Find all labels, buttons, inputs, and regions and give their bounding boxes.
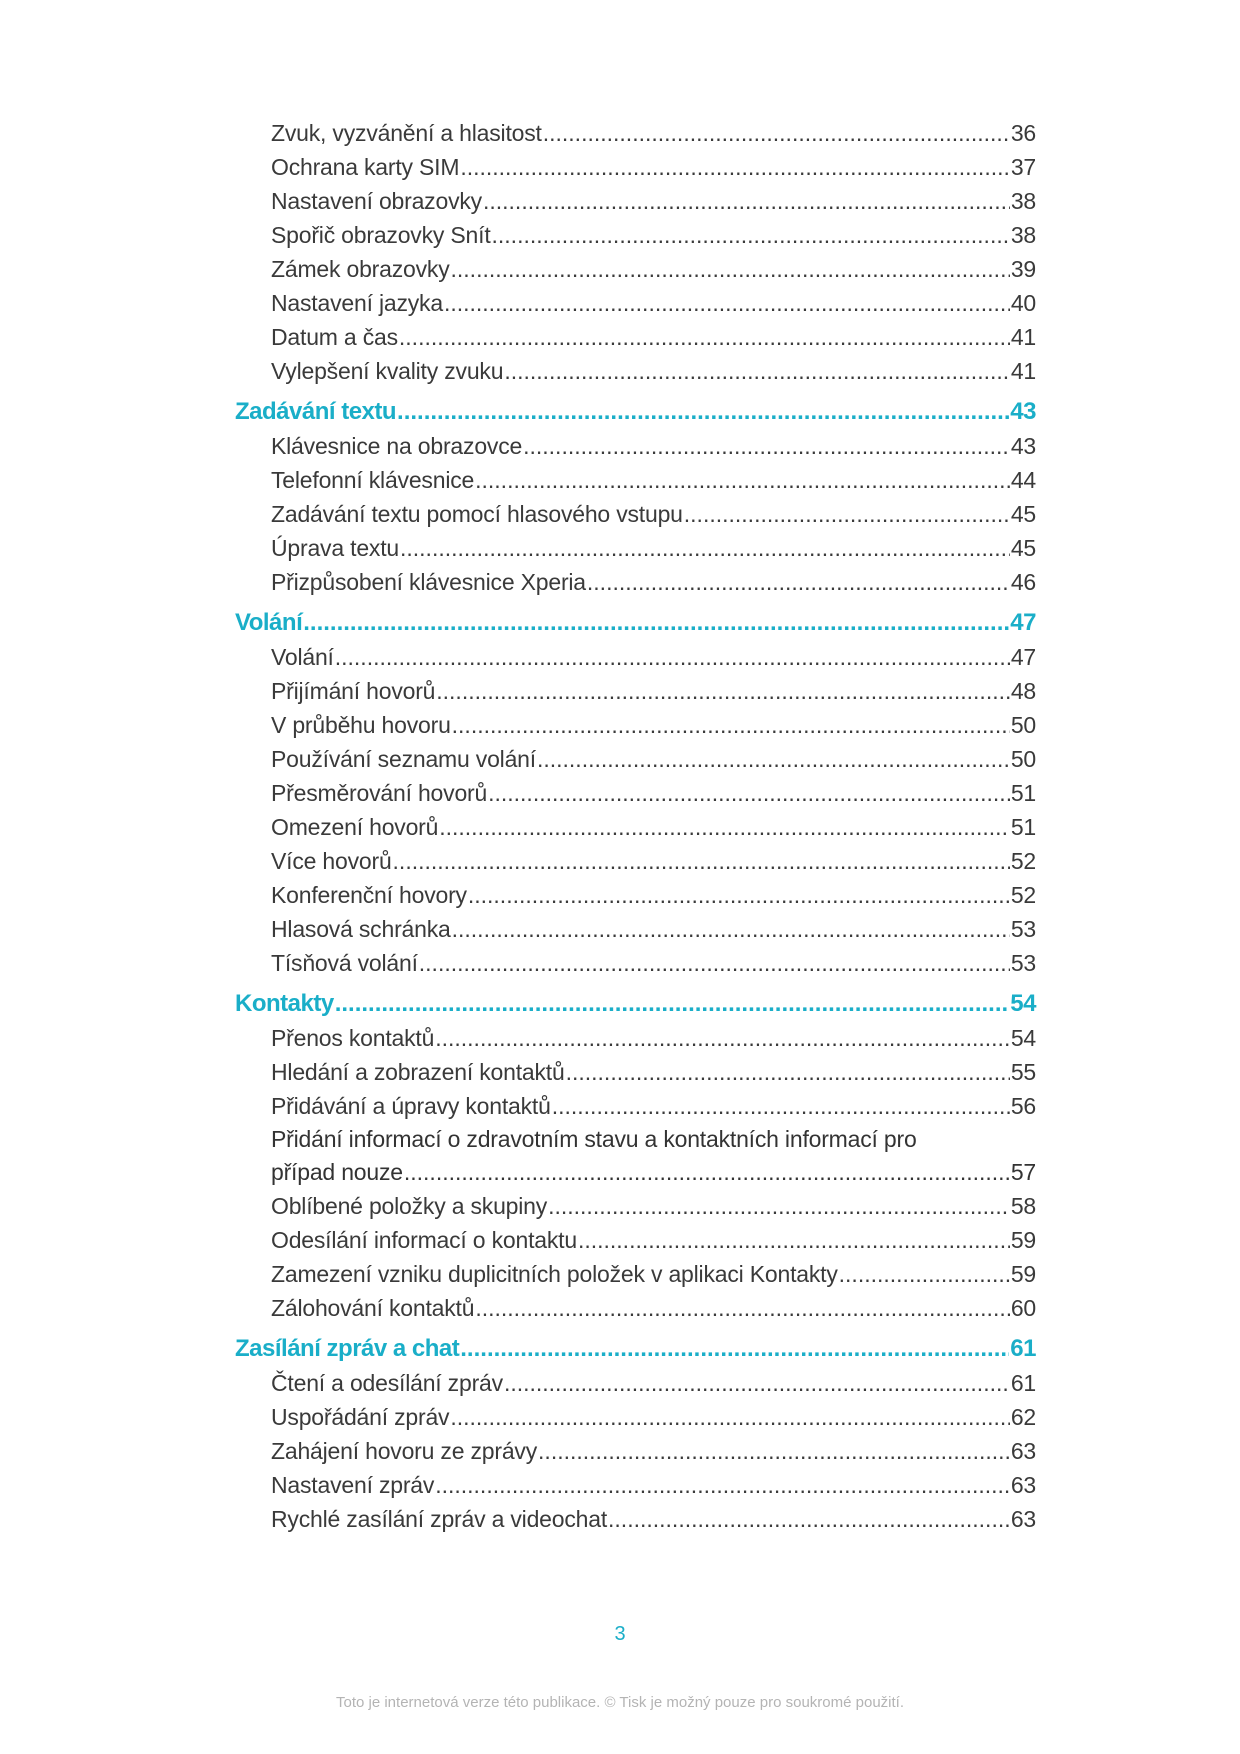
toc-entry-page: 63	[1010, 1472, 1036, 1498]
toc-leader-dots	[538, 1434, 1010, 1468]
toc-entry-page: 46	[1010, 569, 1036, 595]
page-footer: Toto je internetová verze této publikace. © Tisk je možný pouze pro soukromé použití.	[335, 1694, 904, 1711]
toc-entry[interactable]	[235, 218, 1036, 252]
toc-entry[interactable]	[235, 463, 1036, 497]
table-of-contents	[235, 116, 1036, 1536]
toc-leader-dots	[475, 1291, 1009, 1325]
toc-entry[interactable]	[235, 565, 1036, 599]
toc-entry-title: Zadávání textu pomocí hlasového vstupu	[271, 501, 683, 527]
toc-entry-title: Volání	[235, 609, 303, 636]
toc-entry-title: Vylepšení kvality zvuku	[271, 358, 504, 384]
toc-leader-dots	[483, 184, 1010, 218]
toc-entry[interactable]	[235, 776, 1036, 810]
toc-entry-page: 56	[1010, 1093, 1036, 1119]
toc-entry-page: 62	[1010, 1404, 1036, 1430]
toc-entry[interactable]	[235, 742, 1036, 776]
toc-entry[interactable]	[235, 252, 1036, 286]
toc-entry-title: Hlasová schránka	[271, 916, 451, 942]
toc-leader-dots	[548, 1189, 1010, 1223]
toc-entry[interactable]	[235, 354, 1036, 388]
toc-leader-dots	[460, 1332, 1009, 1366]
toc-entry-title: Zasílání zpráv a chat	[235, 1335, 460, 1362]
toc-entry-page: 54	[1010, 990, 1036, 1017]
toc-entry-title: Zvuk, vyzvánění a hlasitost	[271, 120, 542, 146]
toc-leader-dots	[543, 116, 1010, 150]
toc-entry[interactable]	[235, 912, 1036, 946]
toc-entry-title: Kontakty	[235, 990, 334, 1017]
toc-leader-dots	[393, 844, 1010, 878]
toc-leader-dots	[523, 429, 1010, 463]
toc-entry-line2	[271, 1156, 1036, 1189]
toc-entry-page: 52	[1010, 848, 1036, 874]
toc-entry[interactable]	[235, 497, 1036, 531]
toc-entry-page: 53	[1010, 916, 1036, 942]
toc-entry[interactable]	[235, 1468, 1036, 1502]
toc-entry-title: Přenos kontaktů	[271, 1025, 435, 1051]
toc-entry-page: 59	[1010, 1261, 1036, 1287]
toc-entry-title: V průběhu hovoru	[271, 712, 451, 738]
toc-entry[interactable]	[235, 1366, 1036, 1400]
toc-leader-dots	[537, 742, 1010, 776]
toc-leader-dots	[451, 252, 1010, 286]
toc-entry-page: 50	[1010, 746, 1036, 772]
toc-leader-dots	[492, 218, 1010, 252]
toc-leader-dots	[566, 1055, 1010, 1089]
toc-entry-page: 63	[1010, 1438, 1036, 1464]
toc-entry[interactable]	[235, 1434, 1036, 1468]
toc-entry-page: 55	[1010, 1059, 1036, 1085]
toc-section-heading[interactable]	[235, 1332, 1036, 1366]
toc-entry[interactable]	[235, 150, 1036, 184]
toc-leader-dots	[452, 912, 1010, 946]
toc-section-heading[interactable]	[235, 987, 1036, 1021]
toc-leader-dots	[435, 1468, 1010, 1502]
toc-entry-page: 50	[1010, 712, 1036, 738]
toc-entry[interactable]	[235, 1400, 1036, 1434]
toc-entry[interactable]	[235, 674, 1036, 708]
toc-entry-page: 54	[1010, 1025, 1036, 1051]
toc-entry-page: 52	[1010, 882, 1036, 908]
toc-entry-title: Tísňová volání	[271, 950, 418, 976]
toc-entry[interactable]	[235, 1189, 1036, 1223]
toc-leader-dots	[419, 946, 1010, 980]
toc-leader-dots	[578, 1223, 1010, 1257]
toc-leader-dots	[488, 776, 1010, 810]
toc-leader-dots	[839, 1257, 1010, 1291]
toc-entry[interactable]	[235, 1291, 1036, 1325]
toc-leader-dots	[335, 640, 1010, 674]
toc-entry-title: Čtení a odesílání zpráv	[271, 1370, 503, 1396]
toc-entry-title-line1: Přidání informací o zdravotním stavu a kontaktních informací pro	[271, 1126, 917, 1152]
toc-entry-title: Úprava textu	[271, 535, 399, 561]
toc-entry-title: Klávesnice na obrazovce	[271, 433, 523, 459]
toc-entry[interactable]	[235, 116, 1036, 150]
toc-entry-title: Přidávání a úpravy kontaktů	[271, 1093, 551, 1119]
toc-entry-page: 41	[1010, 324, 1036, 350]
toc-entry-title: Více hovorů	[271, 848, 392, 874]
toc-entry-page: 51	[1010, 814, 1036, 840]
toc-leader-dots	[587, 565, 1010, 599]
toc-entry-title: Nastavení obrazovky	[271, 188, 482, 214]
toc-entry[interactable]	[235, 320, 1036, 354]
toc-entry-title: Oblíbené položky a skupiny	[271, 1193, 548, 1219]
toc-entry-title: Hledání a zobrazení kontaktů	[271, 1059, 565, 1085]
toc-entry[interactable]	[235, 286, 1036, 320]
toc-entry-title: Přijímání hovorů	[271, 678, 436, 704]
toc-entry[interactable]	[235, 844, 1036, 878]
toc-leader-dots	[435, 1021, 1010, 1055]
toc-entry-page: 60	[1010, 1295, 1036, 1321]
toc-leader-dots	[303, 606, 1009, 640]
toc-entry-page: 58	[1010, 1193, 1036, 1219]
toc-leader-dots	[504, 1366, 1010, 1400]
toc-leader-dots	[397, 395, 1009, 429]
toc-entry-page: 44	[1010, 467, 1036, 493]
toc-entry-title: Nastavení jazyka	[271, 290, 443, 316]
toc-entry-page: 61	[1010, 1370, 1036, 1396]
toc-entry-page: 53	[1010, 950, 1036, 976]
toc-entry-page: 51	[1010, 780, 1036, 806]
toc-leader-dots	[399, 320, 1010, 354]
toc-leader-dots	[436, 674, 1010, 708]
toc-leader-dots	[335, 987, 1010, 1021]
toc-entry-title: Zálohování kontaktů	[271, 1295, 475, 1321]
toc-section-heading[interactable]	[235, 606, 1036, 640]
toc-entry-title: Zahájení hovoru ze zprávy	[271, 1438, 538, 1464]
toc-leader-dots	[404, 1156, 1010, 1189]
toc-entry[interactable]	[235, 1055, 1036, 1089]
toc-leader-dots	[475, 463, 1010, 497]
toc-entry[interactable]	[235, 184, 1036, 218]
toc-leader-dots	[608, 1502, 1010, 1536]
toc-entry-page: 38	[1010, 222, 1036, 248]
toc-entry-title: Zámek obrazovky	[271, 256, 450, 282]
toc-leader-dots	[684, 497, 1010, 531]
toc-entry-title: Odesílání informací o kontaktu	[271, 1227, 577, 1253]
toc-entry-title: Přizpůsobení klávesnice Xperia	[271, 569, 586, 595]
toc-entry-page: 43	[1010, 433, 1036, 459]
toc-entry-page: 59	[1010, 1227, 1036, 1253]
toc-entry-title: Přesměrování hovorů	[271, 780, 488, 806]
toc-entry-title: Uspořádání zpráv	[271, 1404, 450, 1430]
toc-leader-dots	[439, 810, 1010, 844]
toc-leader-dots	[452, 708, 1010, 742]
toc-entry-page: 39	[1010, 256, 1036, 282]
toc-leader-dots	[460, 150, 1009, 184]
toc-entry-title: Volání	[271, 644, 334, 670]
toc-entry-page: 41	[1010, 358, 1036, 384]
toc-leader-dots	[444, 286, 1010, 320]
toc-leader-dots	[400, 531, 1010, 565]
toc-entry[interactable]	[235, 1257, 1036, 1291]
toc-entry[interactable]	[235, 531, 1036, 565]
toc-section-heading[interactable]	[235, 395, 1036, 429]
toc-entry-title: Zamezení vzniku duplicitních položek v aplikaci Kontakty	[271, 1261, 838, 1287]
toc-entry[interactable]	[235, 810, 1036, 844]
toc-entry-page: 45	[1010, 501, 1036, 527]
toc-entry-page: 57	[1010, 1159, 1036, 1185]
toc-entry-title: Konferenční hovory	[271, 882, 467, 908]
toc-entry[interactable]	[235, 1223, 1036, 1257]
toc-entry-page: 47	[1010, 644, 1036, 670]
toc-entry-title: Zadávání textu	[235, 398, 397, 425]
page-number: 3	[614, 1623, 626, 1645]
toc-entry-title-line2: případ nouze	[271, 1159, 403, 1185]
toc-entry[interactable]	[235, 640, 1036, 674]
toc-leader-dots	[552, 1089, 1010, 1123]
toc-leader-dots	[504, 354, 1009, 388]
toc-entry[interactable]	[235, 1123, 1036, 1189]
toc-leader-dots	[450, 1400, 1009, 1434]
toc-entry-page: 63	[1010, 1506, 1036, 1532]
toc-entry-title: Nastavení zpráv	[271, 1472, 435, 1498]
toc-entry-page: 38	[1010, 188, 1036, 214]
toc-entry-page: 36	[1010, 120, 1036, 146]
toc-leader-dots	[468, 878, 1010, 912]
toc-entry-title: Spořič obrazovky Snít	[271, 222, 491, 248]
toc-entry[interactable]	[235, 429, 1036, 463]
toc-entry-title: Rychlé zasílání zpráv a videochat	[271, 1506, 608, 1532]
toc-entry[interactable]	[235, 1021, 1036, 1055]
toc-entry-page: 40	[1010, 290, 1036, 316]
toc-entry-page: 37	[1010, 154, 1036, 180]
toc-entry[interactable]	[235, 878, 1036, 912]
toc-entry-title: Omezení hovorů	[271, 814, 439, 840]
toc-entry-page: 61	[1010, 1335, 1036, 1362]
toc-entry-page: 47	[1010, 609, 1036, 636]
toc-entry[interactable]	[235, 708, 1036, 742]
toc-entry-page: 43	[1010, 398, 1036, 425]
toc-entry-page: 48	[1010, 678, 1036, 704]
toc-entry-title: Datum a čas	[271, 324, 398, 350]
toc-entry-title: Ochrana karty SIM	[271, 154, 460, 180]
toc-entry[interactable]	[235, 1089, 1036, 1123]
toc-entry-title: Používání seznamu volání	[271, 746, 536, 772]
toc-entry[interactable]	[235, 946, 1036, 980]
toc-entry[interactable]	[235, 1502, 1036, 1536]
toc-entry-page: 45	[1010, 535, 1036, 561]
toc-entry-title: Telefonní klávesnice	[271, 467, 475, 493]
